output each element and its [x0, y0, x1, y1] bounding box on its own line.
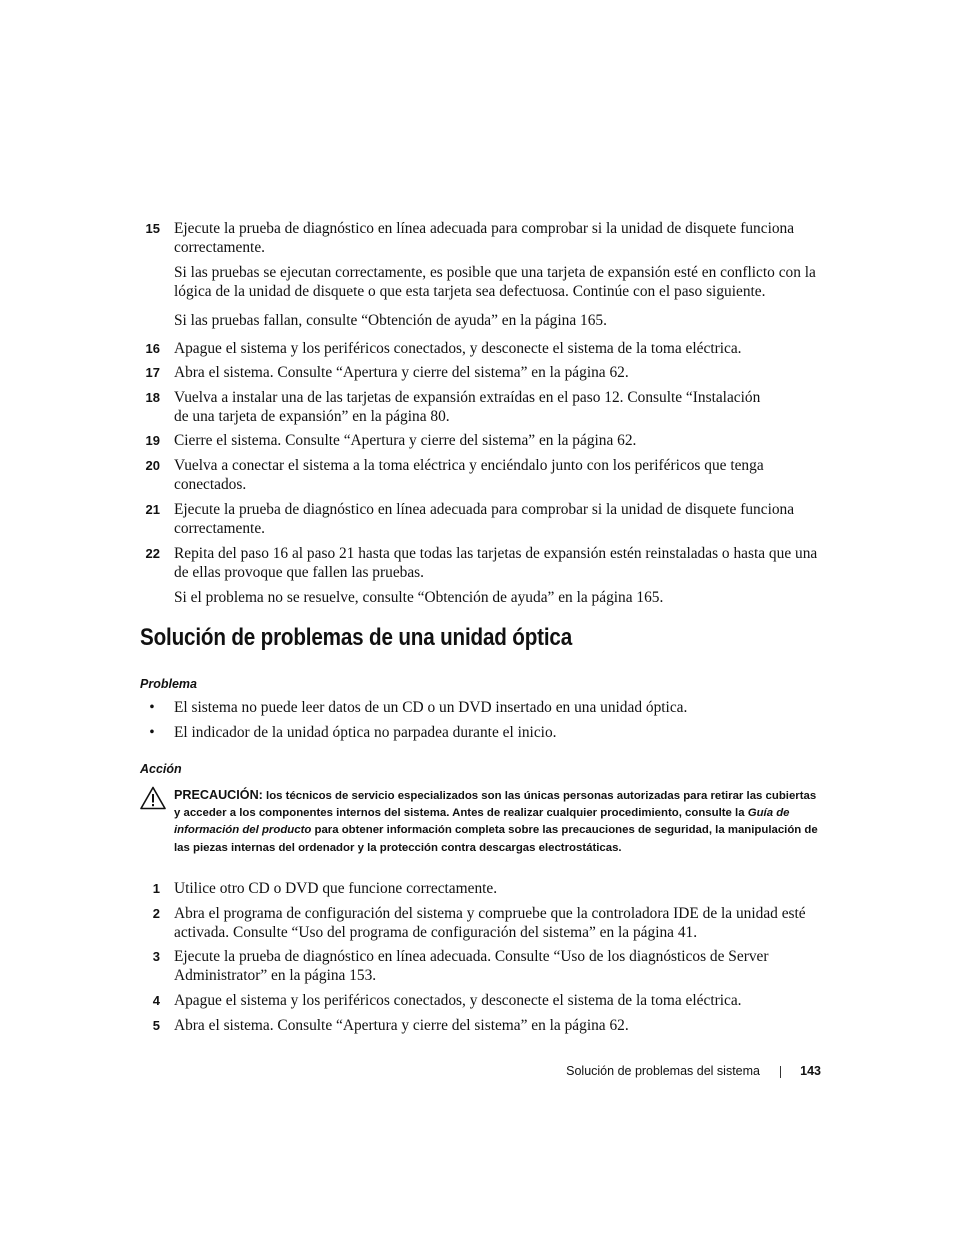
step-text: Abra el sistema. Consulte “Apertura y cierre del sistema” en la página 62. [174, 1017, 629, 1034]
step-text: Apague el sistema y los periféricos conectados, y desconecte el sistema de la toma eléctrica. [174, 992, 742, 1009]
step-number: 2 [152, 906, 160, 921]
step-number: 22 [145, 546, 160, 561]
bullet-icon: • [149, 724, 155, 741]
caution-notice [140, 786, 820, 876]
bullet-icon: • [149, 699, 155, 716]
step-text: Apague el sistema y los periféricos conectados, y desconecte el sistema de la toma eléctrica. [174, 340, 742, 357]
step-number: 16 [145, 341, 160, 356]
caution-heading: PRECAUCIÓN: [174, 788, 263, 802]
step-note: Si el problema no se resuelve, consulte “Obtención de ayuda” en la página 165. [174, 589, 664, 606]
problem-label: Problema [140, 677, 197, 691]
step-note: Si las pruebas fallan, consulte “Obtención de ayuda” en la página 165. [174, 312, 607, 329]
step-number: 18 [145, 390, 160, 405]
step-text: Ejecute la prueba de diagnóstico en línea adecuada. Consulte “Uso de los diagnósticos de Server Administrator” en la página 153. [174, 948, 769, 984]
footer-divider [780, 1066, 781, 1078]
step-number: 17 [145, 365, 160, 380]
step-number: 5 [152, 1018, 160, 1033]
warning-triangle-icon [140, 786, 166, 810]
product-guide-title: Guía de información del producto [174, 807, 790, 837]
step-number: 4 [152, 993, 160, 1008]
step-text: Utilice otro CD o DVD que funcione correctamente. [174, 880, 498, 897]
step-number: 15 [145, 221, 160, 236]
step-number: 20 [145, 458, 160, 473]
step-text: Ejecute la prueba de diagnóstico en línea adecuada para comprobar si la unidad de disquete funciona correctamente. [174, 501, 795, 537]
step-text: Ejecute la prueba de diagnóstico en línea adecuada para comprobar si la unidad de disquete funciona correctamente. [174, 220, 795, 256]
step-number: 21 [145, 502, 160, 517]
bullet-text: El indicador de la unidad óptica no parpadea durante el inicio. [174, 724, 557, 741]
step-text: Vuelva a instalar una de las tarjetas de expansión extraídas en el paso 12. Consulte “Instalación de una tarjeta de expansión” en la página 80. [174, 389, 761, 425]
caution-body: los técnicos de servicio especializados son las únicas personas autorizadas para retirar las cubiertas y acceder a los componentes internos del sistema. Antes de realizar cualquier procedimiento, consulte la [174, 790, 817, 820]
page-footer [500, 1062, 821, 1080]
footer-chapter-title: Solución de problemas del sistema [566, 1064, 760, 1078]
caution-body-end: para obtener información completa sobre las precauciones de seguridad, la manipulación de las piezas internas del ordenador y la protección contra descargas electrostáticas. [174, 824, 818, 854]
page-number: 143 [800, 1064, 821, 1078]
caution-text [174, 787, 820, 857]
step-text: Abra el programa de configuración del sistema y compruebe que la controladora IDE de la unidad esté activada. Consulte “Uso del programa de configuración del sistema” en la página 41. [174, 905, 806, 941]
step-note: Si las pruebas se ejecutan correctamente, es posible que una tarjeta de expansión esté en conflicto con la lógica de la unidad de disquete o que esta tarjeta sea defectuosa. Continúe con el paso siguiente. [174, 264, 816, 300]
step-text: Repita del paso 16 al paso 21 hasta que todas las tarjetas de expansión estén reinstaladas o hasta que una de ellas provoque que fallen las pruebas. [174, 545, 818, 581]
step-text: Vuelva a conectar el sistema a la toma eléctrica y enciéndalo junto con los periféricos que tenga conectados. [174, 457, 764, 493]
action-label: Acción [140, 762, 182, 776]
step-number: 19 [145, 433, 160, 448]
section-title: Solución de problemas de una unidad óptica [140, 624, 573, 651]
bullet-text: El sistema no puede leer datos de un CD o un DVD insertado en una unidad óptica. [174, 699, 688, 716]
step-text: Cierre el sistema. Consulte “Apertura y cierre del sistema” en la página 62. [174, 432, 637, 449]
step-text: Abra el sistema. Consulte “Apertura y cierre del sistema” en la página 62. [174, 364, 629, 381]
step-number: 3 [152, 949, 160, 964]
step-number: 1 [152, 881, 160, 896]
